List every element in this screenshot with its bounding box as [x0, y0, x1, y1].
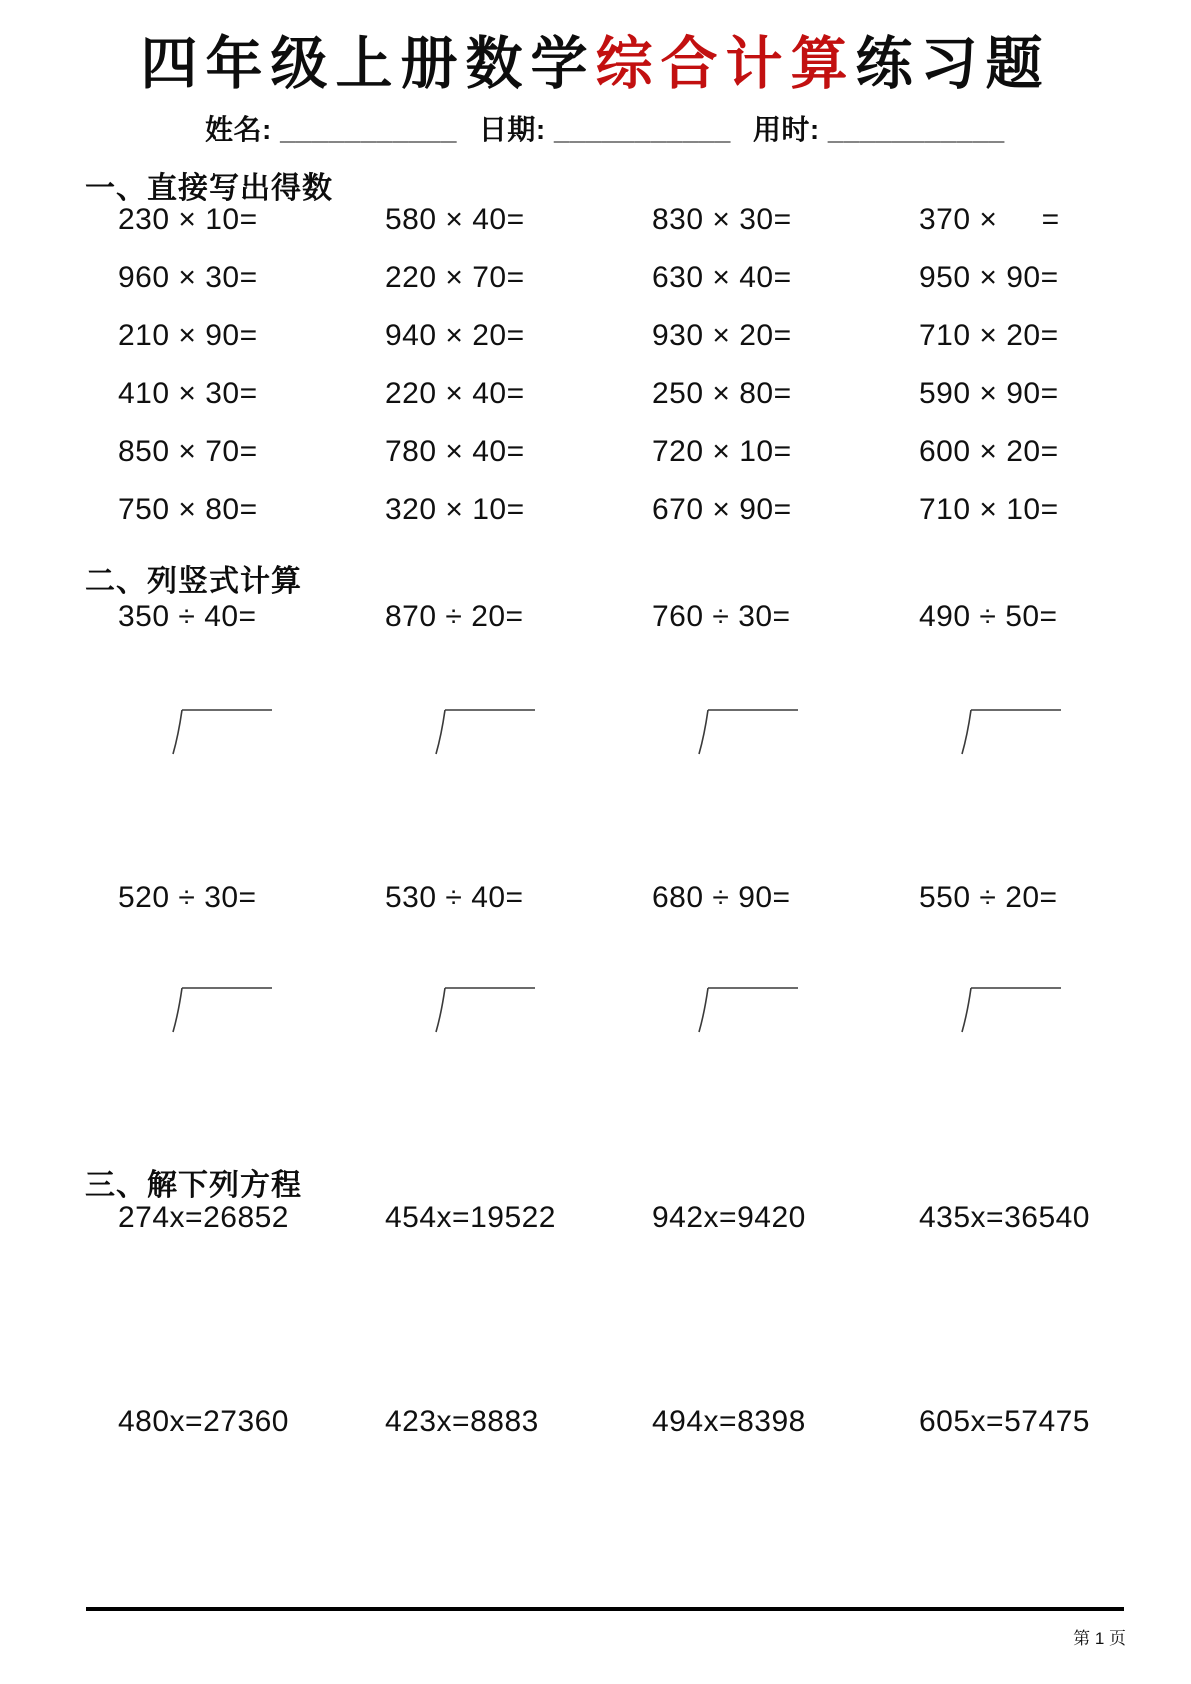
- problem-cell: 530 ÷ 40=: [385, 881, 524, 914]
- long-division-bracket-icon: [694, 986, 804, 1034]
- problem-cell: 230 × 10=: [118, 203, 258, 236]
- problem-cell: 750 × 80=: [118, 493, 258, 526]
- page-title: [0, 18, 1191, 100]
- problem-cell: 760 ÷ 30=: [652, 600, 791, 633]
- problem-cell: 710 × 20=: [919, 319, 1059, 352]
- problem-cell: 250 × 80=: [652, 377, 792, 410]
- problem-cell: 454x=19522: [385, 1201, 556, 1234]
- name-blank: ___________: [280, 114, 457, 145]
- long-division-bracket-icon: [694, 708, 804, 756]
- problem-cell: 423x=8883: [385, 1405, 539, 1438]
- long-division-bracket-icon: [168, 986, 278, 1034]
- problem-cell: 520 ÷ 30=: [118, 881, 257, 914]
- section-two-heading: 二、列竖式计算: [85, 565, 302, 598]
- multiplication-grid: [118, 203, 1186, 551]
- long-division-bracket-icon: [431, 708, 541, 756]
- division-row-2: [118, 881, 1186, 915]
- problem-cell: 590 × 90=: [919, 377, 1059, 410]
- problem-cell: 350 ÷ 40=: [118, 600, 257, 633]
- footer-divider: [86, 1607, 1124, 1611]
- problem-cell: 480x=27360: [118, 1405, 289, 1438]
- problem-cell: 830 × 30=: [652, 203, 792, 236]
- problem-cell: 410 × 30=: [118, 377, 258, 410]
- equation-row-2: [118, 1405, 1186, 1439]
- title-part-1: 四年级上册数学: [140, 30, 596, 97]
- problem-cell: 274x=26852: [118, 1201, 289, 1234]
- problem-cell: 780 × 40=: [385, 435, 525, 468]
- problem-cell: 435x=36540: [919, 1201, 1090, 1234]
- long-division-bracket-icon: [957, 708, 1067, 756]
- section-three-heading: 三、解下列方程: [85, 1169, 302, 1202]
- problem-cell: 490 ÷ 50=: [919, 600, 1058, 633]
- section-one-heading: 一、直接写出得数: [85, 172, 333, 205]
- problem-cell: 670 × 90=: [652, 493, 792, 526]
- problem-cell: 680 ÷ 90=: [652, 881, 791, 914]
- problem-cell: 320 × 10=: [385, 493, 525, 526]
- problem-cell: 950 × 90=: [919, 261, 1059, 294]
- division-bracket-row-2: [168, 986, 1191, 1034]
- equation-row-1: [118, 1201, 1186, 1235]
- problem-cell: 850 × 70=: [118, 435, 258, 468]
- name-label: 姓名:: [205, 114, 281, 145]
- problem-cell: 605x=57475: [919, 1405, 1090, 1438]
- title-highlight: 综合计算: [595, 30, 856, 97]
- problem-cell: 870 ÷ 20=: [385, 600, 524, 633]
- page-number: 第 1 页: [1073, 1629, 1126, 1648]
- problem-cell: 580 × 40=: [385, 203, 525, 236]
- problem-cell: 942x=9420: [652, 1201, 806, 1234]
- problem-cell: 550 ÷ 20=: [919, 881, 1058, 914]
- problem-cell: 600 × 20=: [919, 435, 1059, 468]
- meta-line: [205, 108, 1027, 148]
- problem-cell: 720 × 10=: [652, 435, 792, 468]
- problem-cell: 940 × 20=: [385, 319, 525, 352]
- problem-cell: 710 × 10=: [919, 493, 1059, 526]
- problem-cell: 930 × 20=: [652, 319, 792, 352]
- problem-cell: 210 × 90=: [118, 319, 258, 352]
- time-blank: ___________: [827, 114, 1005, 145]
- problem-cell: 960 × 30=: [118, 261, 258, 294]
- date-label: 日期:: [478, 114, 555, 145]
- long-division-bracket-icon: [168, 708, 278, 756]
- date-blank: ___________: [554, 114, 731, 145]
- long-division-bracket-icon: [957, 986, 1067, 1034]
- problem-cell: 220 × 40=: [385, 377, 525, 410]
- problem-cell: 370 × =: [919, 203, 1060, 236]
- division-row-1: [118, 600, 1186, 634]
- time-label: 用时:: [752, 114, 828, 145]
- problem-cell: 630 × 40=: [652, 261, 792, 294]
- long-division-bracket-icon: [431, 986, 541, 1034]
- problem-cell: 220 × 70=: [385, 261, 525, 294]
- division-bracket-row-1: [168, 708, 1191, 756]
- title-part-3: 练习题: [855, 30, 1051, 97]
- problem-cell: 494x=8398: [652, 1405, 806, 1438]
